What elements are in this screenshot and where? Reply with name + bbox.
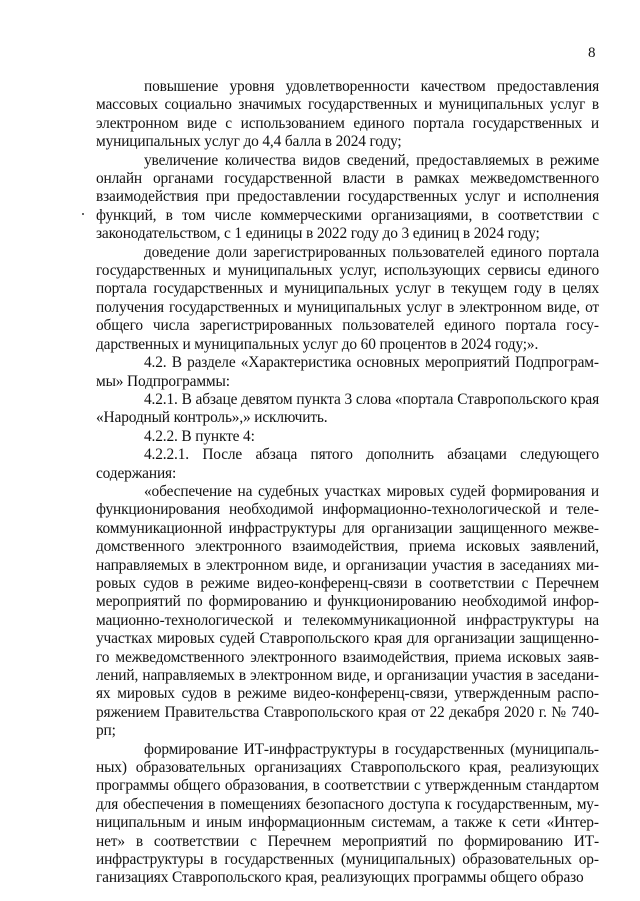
paragraph-online-data-types: увеличение количества видов сведений, предоставляемых в режиме онлайн органами государственной власти в рамках межведомственного взаимодействия при предоставлении государственных услуг и исполнения функций, в том числе коммерческими организациями, в соответствии с законодательством, с 1 единицы в 2022 году до 3 единиц в 2024 году; [96, 151, 599, 243]
scan-speck [82, 213, 84, 215]
paragraph-it-infrastructure: формирование ИТ-инфраструктуры в государственных (муниципальных) образовательных организациях Ставропольского края, реализующих программы общего образования, в соответствии с утвержденным стандартом для обеспечения в помещениях безопасного доступа к государственным, муниципальным и иным информационным системам, а также к сети «Интернет» в соответствии с Перечнем мероприятий по формированию ИТ-инфраструктуры в государственных (муниципальных) образовательных организациях Ставропольского края, реализующих программы общего образо [96, 740, 599, 887]
paragraph-item-4-2-2-1: 4.2.2.1. После абзаца пятого дополнить абзацами следующего содержания: [96, 446, 599, 482]
paragraph-section-4-2: 4.2. В разделе «Характеристика основных мероприятий Подпрограммы» Подпрограммы: [96, 354, 599, 390]
paragraph-satisfaction-level: повышение уровня удовлетворенности качеством предоставления массовых социально значимых государственных и муниципальных услуг в электронном виде с использованием единого портала государственных и муниципальных услуг до 4,4 балла в 2024 году; [96, 78, 599, 151]
paragraph-item-4-2-2: 4.2.2. В пункте 4: [144, 427, 255, 445]
document-body [96, 78, 599, 888]
paragraph-magistrate-courts: «обеспечение на судебных участках мировых судей формирования и функционирования необходимой информационно-технологической и телекоммуникационной инфраструктуры для организации защищенного межведомственного электронного взаимодействия, приема исковых заявлений, направляемых в электронном виде, и организации участия в заседаниях мировых судов в режиме видео-конференц-связи в соответствии с Перечнем мероприятий по формированию и функционированию необходимой информационно-технологической и телекоммуникационной инфраструктуры на участках мировых судей Ставропольского края для организации защищенного межведомственного электронного взаимодействия, приема исковых заявлений, направляемых в электронном виде, и организации участия в заседаниях мировых судов в режиме видео-конференц-связи, утвержденным распоряжением Правительства Ставропольского края от 22 декабря 2020 г. № 740-рп; [96, 482, 599, 740]
paragraph-registered-users-share: доведение доли зарегистрированных пользователей единого портала государственных и муниципальных услуг, использующих сервисы единого портала государственных и муниципальных услуг в текущем году в целях получения государственных и муниципальных услуг в электронном виде, от общего числа зарегистрированных пользователей единого портала государственных и муниципальных услуг до 60 процентов в 2024 году;». [96, 243, 599, 353]
paragraph-item-4-2-1: 4.2.1. В абзаце девятом пункта 3 слова «портала Ставропольского края «Народный контроль»,» исключить. [96, 390, 599, 427]
page-number: 8 [588, 45, 596, 61]
